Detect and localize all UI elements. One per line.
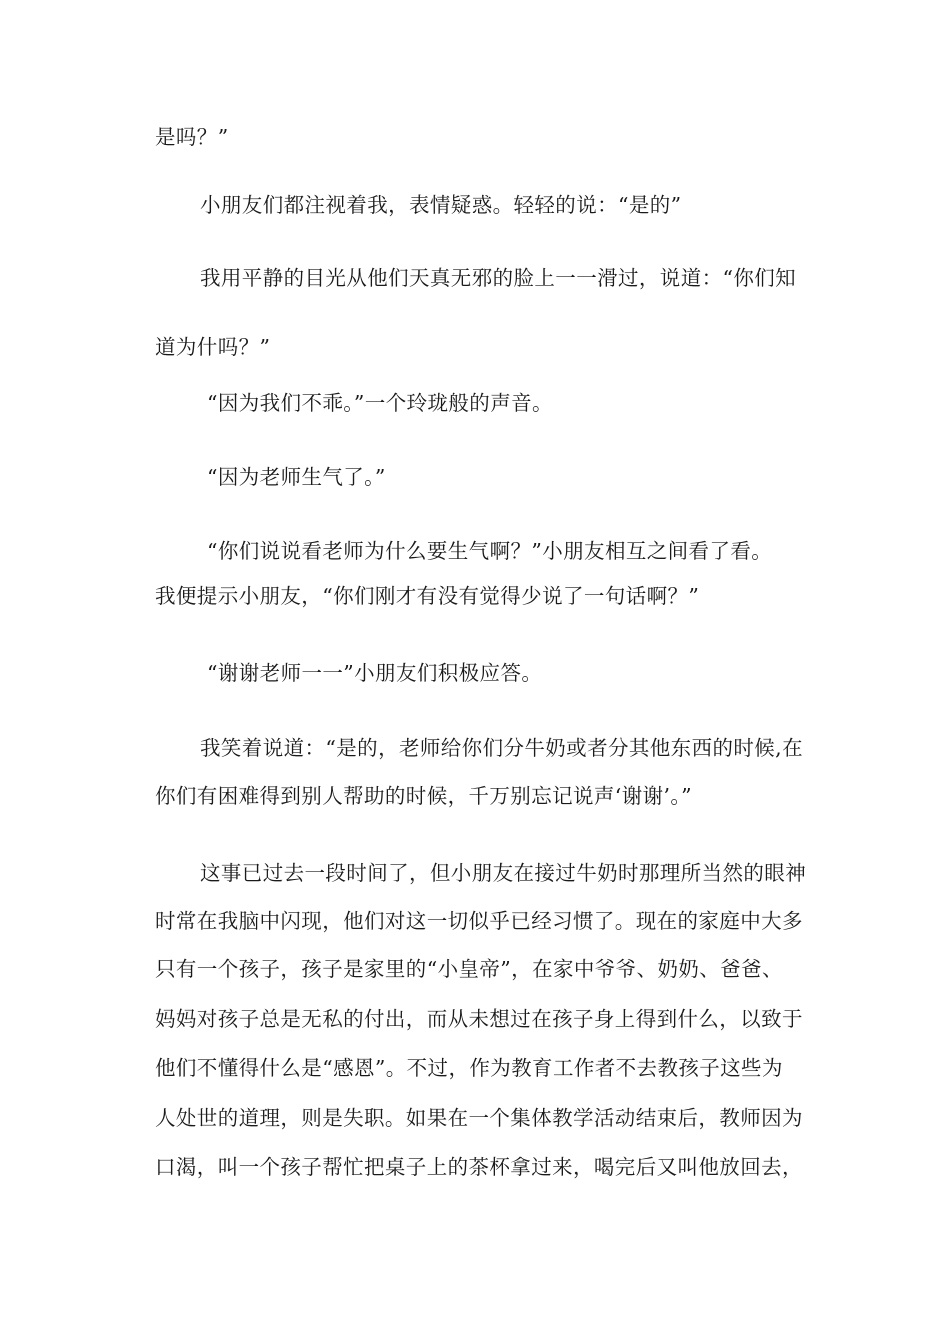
text-line: 道为什吗？”: [155, 335, 271, 359]
text-line: 妈妈对孩子总是无私的付出，而从未想过在孩子身上得到什么，以致于: [155, 1007, 803, 1031]
text-line: 你们有困难得到别人帮助的时候，千万别忘记说声‘谢谢’。”: [155, 784, 692, 808]
text-line: 时常在我脑中闪现，他们对这一切似乎已经习惯了。现在的家庭中大多: [155, 909, 803, 933]
text-line: “谢谢老师一一”小朋友们积极应答。: [207, 661, 543, 685]
text-line: 我便提示小朋友，“你们刚才有没有觉得少说了一句话啊？”: [155, 584, 700, 608]
text-line: 是吗？”: [155, 125, 229, 149]
text-line: 人处世的道理，则是失职。如果在一个集体教学活动结束后，教师因为: [155, 1106, 803, 1130]
text-line: “因为老师生气了。”: [207, 465, 386, 489]
text-line: 我笑着说道：“是的，老师给你们分牛奶或者分其他东西的时候,在: [200, 736, 803, 760]
text-line: 我用平静的目光从他们天真无邪的脸上一一滑过，说道：“你们知: [200, 266, 797, 290]
text-line: 口渴，叫一个孩子帮忙把桌子上的茶杯拿过来，喝完后又叫他放回去，: [155, 1155, 803, 1179]
text-line: 他们不懂得什么是“感恩”。不过，作为教育工作者不去教孩子这些为: [155, 1056, 783, 1080]
text-line: 只有一个孩子，孩子是家里的“小皇帝”，在家中爷爷、奶奶、爸爸、: [155, 957, 783, 981]
text-line: 这事已过去一段时间了，但小朋友在接过牛奶时那理所当然的眼神: [200, 861, 807, 885]
text-line: 小朋友们都注视着我，表情疑惑。轻轻的说：“是的”: [200, 193, 682, 217]
text-line: “因为我们不乖。”一个玲珑般的声音。: [207, 391, 553, 415]
text-line: “你们说说看老师为什么要生气啊？”小朋友相互之间看了看。: [207, 539, 773, 563]
